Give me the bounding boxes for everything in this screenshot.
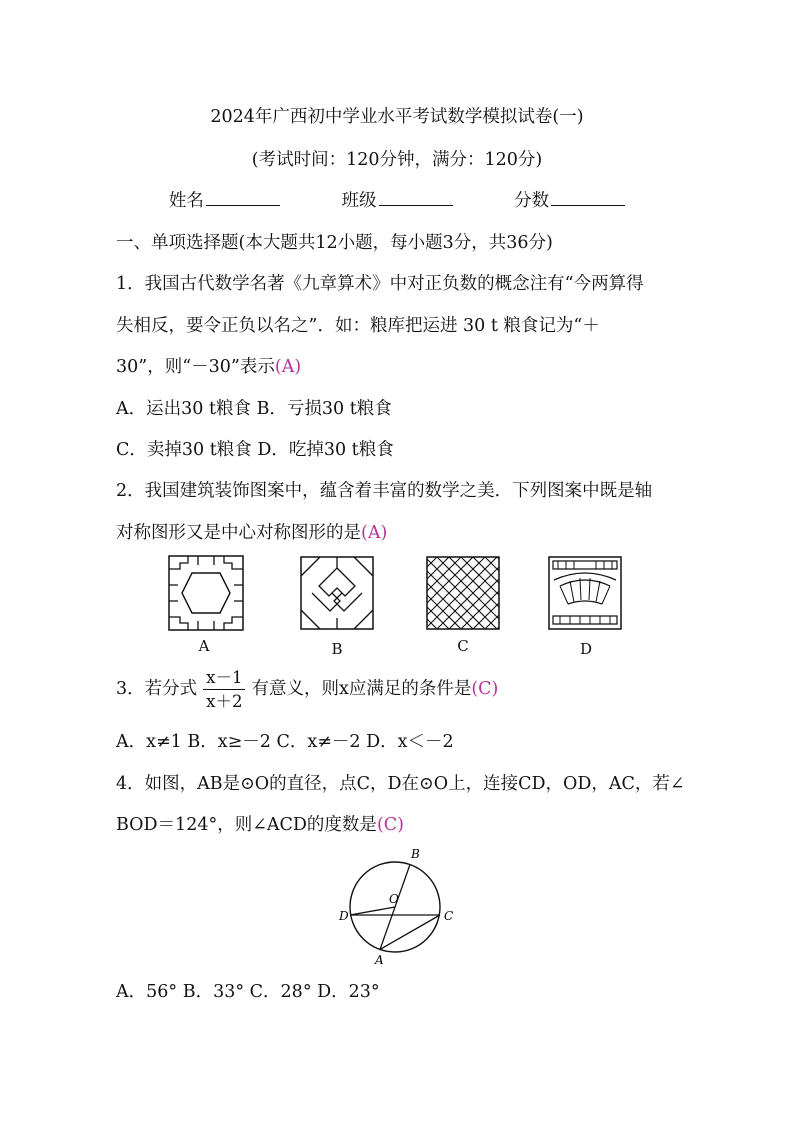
q4-line2 (116, 814, 404, 836)
pattern-d-label: D (579, 640, 593, 658)
q1-stem-end: 30”，则“－30”表示 (116, 357, 275, 377)
q3-answer: (C) (471, 679, 499, 699)
score-label: 分数 (514, 191, 550, 211)
name-label: 姓名 (168, 191, 204, 211)
q3-options: A．x≠1 B．x≥－2 C．x≠－2 D．x＜－2 (116, 732, 454, 752)
q1-line2: 失相反，要令正负以名之”．如：粮库把运进 30 t 粮食记为“＋ (116, 316, 600, 336)
pattern-c-figure (426, 556, 500, 630)
chord-ac (380, 915, 440, 950)
q3-denominator: x＋2 (206, 692, 243, 711)
class-label: 班级 (341, 191, 377, 211)
pattern-b-label: B (331, 640, 343, 658)
q2-line2 (116, 522, 387, 544)
label-b: B (411, 847, 420, 861)
pattern-d-figure (548, 556, 622, 630)
q3-prefix: 3．若分式 (116, 679, 198, 699)
q3-suffix: 有意义，则x应满足的条件是 (251, 679, 472, 699)
q1-options-row1: A．运出30 t粮食 B．亏损30 t粮食 (116, 399, 392, 419)
q3-fraction (203, 667, 245, 712)
name-blank (206, 191, 280, 206)
segment-od (350, 907, 395, 915)
student-info-row (0, 190, 794, 212)
name-field (169, 190, 280, 212)
q2-answer: (A) (361, 523, 388, 543)
q4-stem-end: BOD＝124°，则∠ACD的度数是 (116, 815, 377, 835)
q1-options-row2: C．卖掉30 t粮食 D．吃掉30 t粮食 (116, 440, 394, 460)
section-title: 一、单项选择题(本大题共12小题，每小题3分，共36分) (116, 233, 553, 253)
pattern-a-label: A (198, 637, 210, 655)
label-a: A (375, 953, 384, 967)
exam-subtitle: (考试时间：120分钟，满分：120分) (251, 150, 543, 170)
pattern-a-figure (168, 555, 244, 631)
q1-line1: 1．我国古代数学名著《九章算术》中对正负数的概念注有“今两算得 (116, 274, 644, 294)
label-d: D (339, 909, 349, 923)
q4-line1: 4．如图，AB是⊙O的直径，点C，D在⊙O上，连接CD，OD，AC，若∠ (116, 774, 685, 794)
class-blank (379, 191, 453, 206)
score-field (514, 190, 625, 212)
q3-line (116, 666, 498, 712)
q2-stem-end: 对称图形又是中心对称图形的是 (116, 523, 361, 543)
pattern-c-label: C (457, 637, 469, 655)
q1-answer: (A) (274, 357, 302, 377)
q1-line3 (116, 356, 301, 378)
exam-title: 2024年广西初中学业水平考试数学模拟试卷(一) (210, 107, 584, 127)
q3-numerator: x－1 (203, 667, 245, 690)
class-field (342, 190, 453, 212)
label-o: O (389, 892, 399, 906)
q4-answer: (C) (376, 815, 404, 835)
q4-options: A．56° B．33° C．28° D．23° (116, 982, 380, 1002)
score-blank (551, 191, 625, 206)
q2-line1: 2．我国建筑装饰图案中，蕴含着丰富的数学之美．下列图案中既是轴 (116, 481, 653, 501)
label-c: C (444, 909, 454, 923)
pattern-b-figure (300, 556, 374, 630)
q4-circle-figure (330, 842, 460, 972)
